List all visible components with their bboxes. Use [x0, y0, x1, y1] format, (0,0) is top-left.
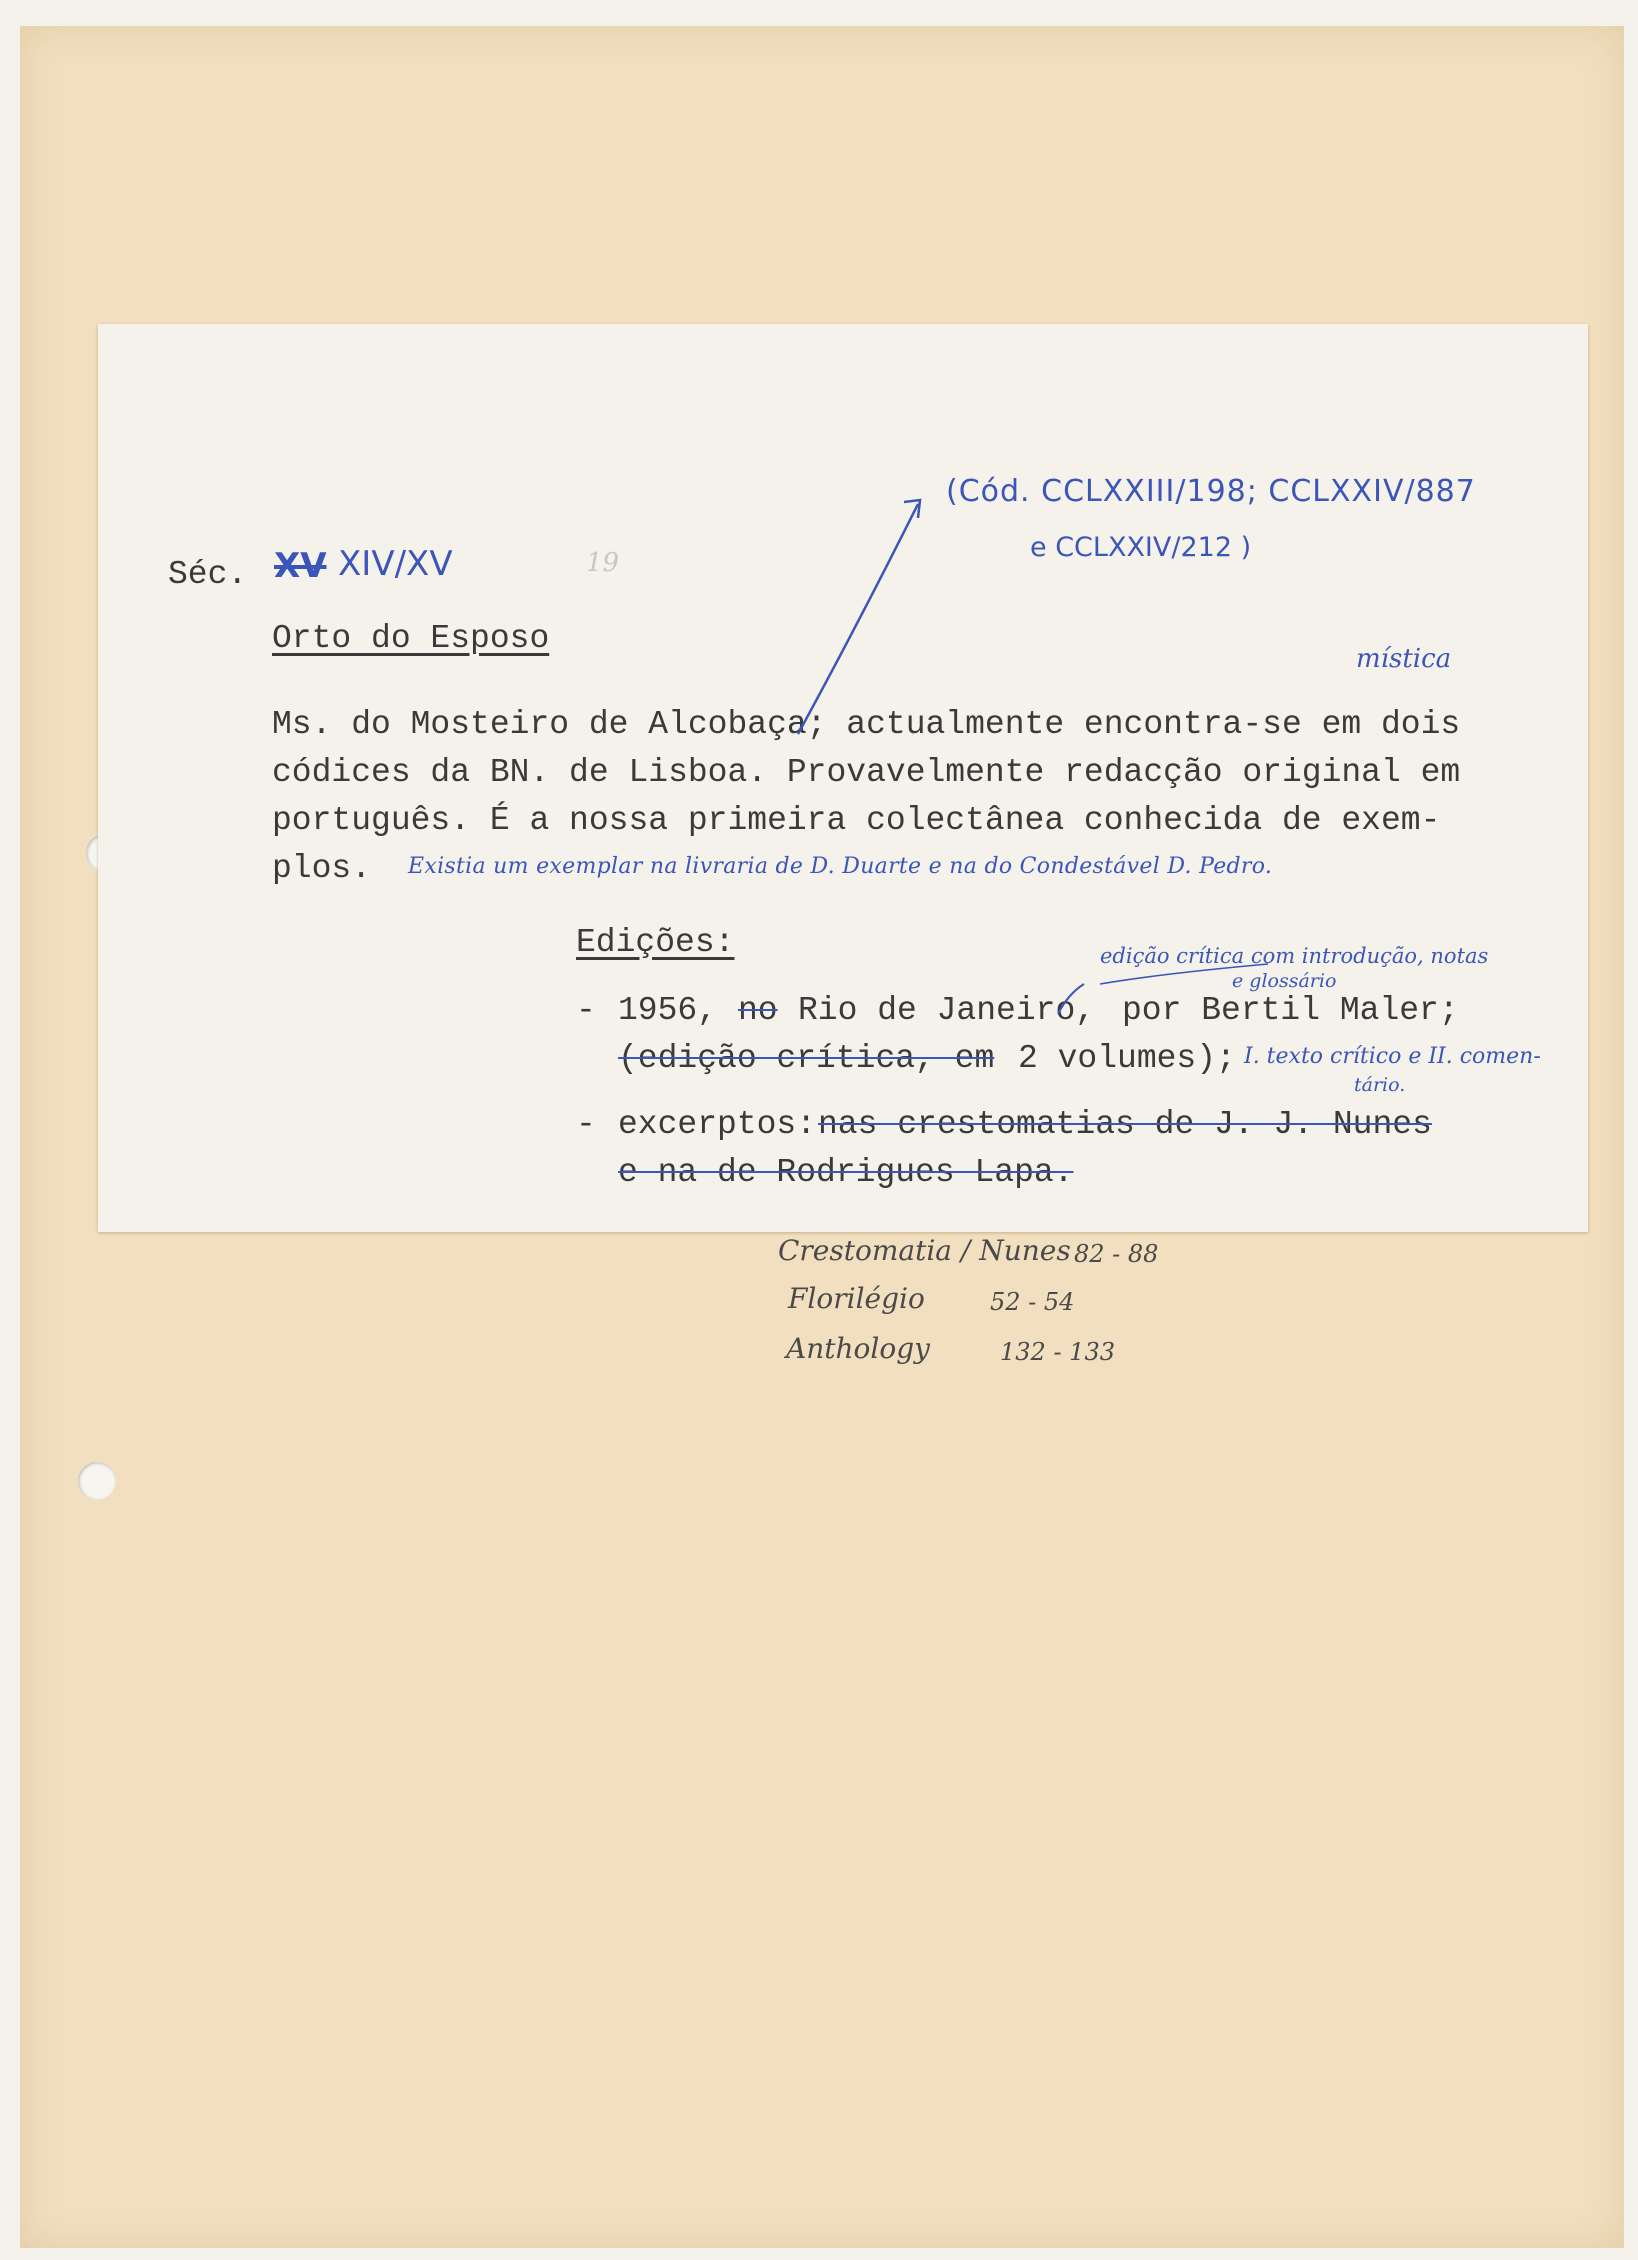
codex-ref-line2: e CCLXXIV/212 ) — [1030, 532, 1252, 563]
paper-sheet — [20, 26, 1624, 2248]
punch-hole — [78, 1462, 116, 1500]
edition-volumes-note: tário. — [1354, 1074, 1406, 1096]
edition-struck: no — [738, 992, 778, 1029]
sec-struck: XV — [274, 546, 327, 586]
edition-volumes-note: I. texto crítico e II. comen- — [1244, 1044, 1541, 1069]
edition-volumes: 2 volumes); — [1018, 1040, 1236, 1077]
mistica-note: mística — [1356, 644, 1452, 674]
edition-dash: - — [576, 1106, 596, 1143]
pencil-note-label: Anthology — [786, 1332, 930, 1365]
excerpts-label: excerptos: — [618, 1106, 817, 1143]
paragraph-line: português. É a nossa primeira colectânea conhecida de exem- — [272, 802, 1441, 839]
excerpts-struck: nas crestomatias de J. J. Nunes — [818, 1106, 1432, 1143]
edition-place: Rio de Janeiro, — [798, 992, 1096, 1029]
work-title: Orto do Esposo — [272, 620, 550, 657]
edition-note: edição crítica com introdução, notas — [1100, 944, 1489, 968]
pencil-note-pages: 132 - 133 — [1000, 1338, 1115, 1366]
edition-note: e glossário — [1232, 970, 1337, 992]
codex-ref-line1: (Cód. CCLXXIII/198; CCLXXIV/887 — [946, 474, 1476, 509]
index-card — [98, 324, 1588, 1232]
pencil-note-pages: 82 - 88 — [1074, 1240, 1159, 1268]
edition-dash: - — [576, 992, 596, 1029]
edition-struck: (edição crítica, em — [618, 1040, 995, 1077]
paragraph-line: códices da BN. de Lisboa. Provavelmente redacção original em — [272, 754, 1461, 791]
editions-heading: Edições: — [576, 924, 735, 961]
sec-hand: XIV/XV — [338, 544, 453, 584]
library-note: Existia um exemplar na livraria de D. Duarte e na do Condestável D. Pedro. — [408, 854, 1273, 879]
pencil-note-label: Crestomatia / Nunes — [778, 1234, 1071, 1267]
sec-label: Séc. — [168, 556, 248, 593]
edition-editor: por Bertil Maler; — [1122, 992, 1459, 1029]
paragraph-line: plos. — [272, 850, 372, 887]
pencil-note-pages: 52 - 54 — [990, 1288, 1075, 1316]
excerpts-struck: e na de Rodrigues Lapa. — [618, 1154, 1074, 1191]
faint-number: 19 — [586, 548, 620, 578]
edition-year: 1956, — [618, 992, 718, 1029]
pencil-note-label: Florilégio — [788, 1282, 925, 1315]
paragraph-line: Ms. do Mosteiro de Alcobaça; actualmente encontra-se em dois — [272, 706, 1461, 743]
